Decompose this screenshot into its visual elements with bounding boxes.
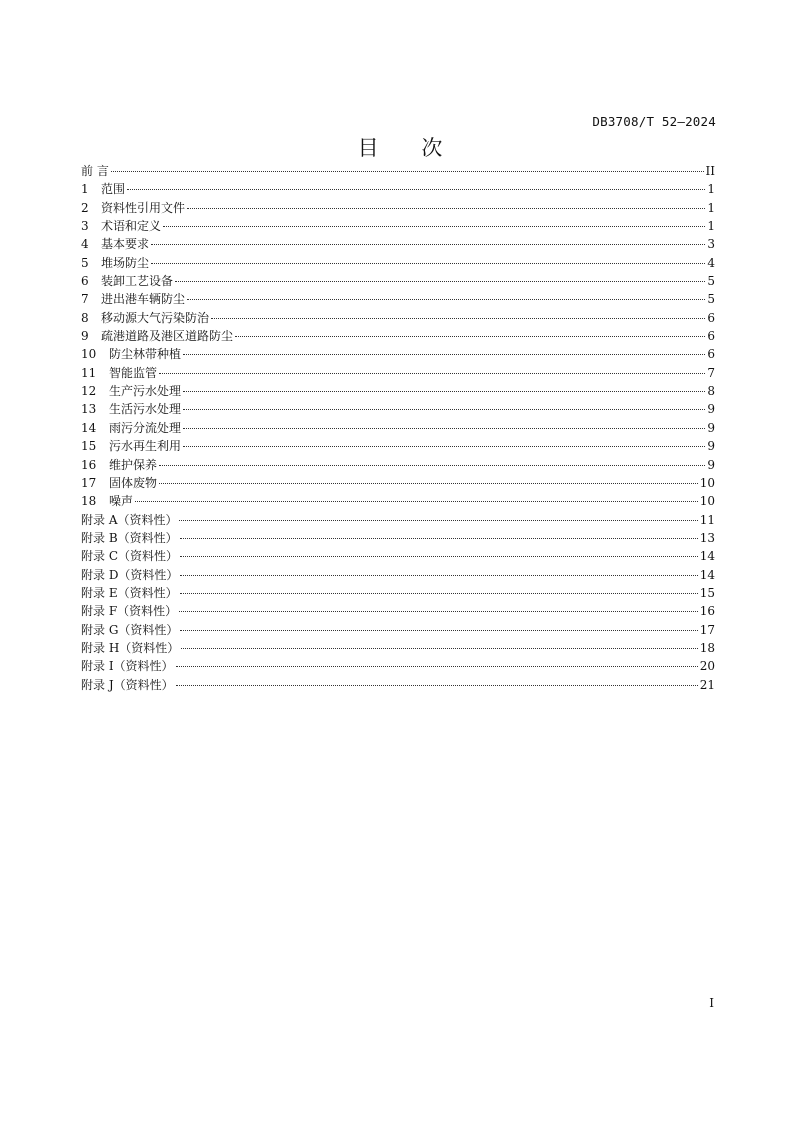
toc-entry-page: 3 [707,237,715,252]
toc-entry-number: 13 [81,402,97,417]
toc-entry-page: 6 [707,347,715,362]
toc-entry-label: 疏港道路及港区道路防尘 [101,329,234,344]
toc-entry-page: 5 [707,274,715,289]
toc-entry-page: 1 [707,219,715,234]
toc-entry[interactable] [81,602,715,620]
toc-entry[interactable] [81,547,715,565]
toc-entry-label: 污水再生利用 [109,439,182,454]
toc-entry-page: 21 [699,677,715,692]
toc-entry-page: 18 [699,640,715,655]
toc-dot-leader [180,555,698,557]
toc-entry-label: 附录 E（资料性） [81,585,178,600]
toc-entry-page: 14 [699,567,715,582]
toc-list [81,162,715,694]
toc-entry-number: 10 [81,347,97,362]
toc-entry-label: 维护保养 [109,457,158,472]
toc-entry[interactable] [81,639,715,657]
toc-entry-label: 固体废物 [109,475,158,490]
toc-entry[interactable] [81,180,715,198]
toc-dot-leader [179,610,698,612]
toc-entry[interactable] [81,199,715,217]
toc-dot-leader [151,243,705,245]
toc-dot-leader [135,500,698,502]
toc-entry-label: 附录 H（资料性） [81,640,180,655]
toc-entry[interactable] [81,419,715,437]
toc-entry-page: 6 [707,329,715,344]
toc-dot-leader [180,574,697,576]
document-code: DB3708/T 52—2024 [592,114,716,129]
toc-entry-number: 18 [81,494,97,509]
toc-entry[interactable] [81,272,715,290]
toc-dot-leader [111,170,704,172]
toc-entry-page: 5 [707,292,715,307]
toc-dot-leader [176,684,698,686]
toc-entry[interactable] [81,566,715,584]
toc-dot-leader [159,372,705,374]
toc-entry-page: 8 [707,384,715,399]
toc-entry[interactable] [81,511,715,529]
toc-entry-number: 14 [81,420,97,435]
toc-entry-number: 12 [81,384,97,399]
toc-entry-label: 防尘林带种植 [109,347,182,362]
toc-entry-label: 基本要求 [101,237,150,252]
toc-entry-number: 6 [81,274,89,289]
toc-entry-label: 附录 J（资料性） [81,677,174,692]
toc-entry[interactable] [81,437,715,455]
toc-dot-leader [179,519,697,521]
toc-entry-label: 装卸工艺设备 [101,274,174,289]
toc-entry-label: 附录 F（资料性） [81,604,178,619]
toc-dot-leader [176,665,698,667]
toc-entry-label: 移动源大气污染防治 [101,310,210,325]
toc-entry-label: 噪声 [109,494,134,509]
toc-entry-number: 15 [81,439,97,454]
toc-dot-leader [235,335,705,337]
toc-entry[interactable] [81,400,715,418]
toc-entry-page: 16 [699,604,715,619]
toc-dot-leader [180,629,697,631]
toc-dot-leader [183,445,705,447]
toc-entry[interactable] [81,456,715,474]
toc-entry-page: 4 [707,255,715,270]
toc-dot-leader [183,390,705,392]
toc-dot-leader [163,225,705,227]
toc-entry[interactable] [81,382,715,400]
toc-entry-label: 堆场防尘 [101,255,150,270]
toc-dot-leader [181,647,697,649]
toc-entry-number: 1 [81,182,89,197]
toc-entry-number: 5 [81,255,89,270]
toc-dot-leader [127,188,705,190]
toc-dot-leader [183,408,705,410]
toc-entry-number: 2 [81,200,89,215]
toc-entry-page: 13 [699,530,715,545]
toc-entry[interactable] [81,676,715,694]
toc-entry-page: II [705,164,715,178]
toc-entry[interactable] [81,327,715,345]
toc-dot-leader [151,262,705,264]
toc-entry[interactable] [81,584,715,602]
toc-dot-leader [187,207,705,209]
toc-entry-label: 附录 G（资料性） [81,622,179,637]
toc-title: 目 次 [357,136,461,160]
toc-entry[interactable] [81,254,715,272]
toc-entry-label: 术语和定义 [101,219,162,234]
toc-entry-label: 生产污水处理 [109,384,182,399]
toc-entry-label: 前 言 [81,164,109,178]
toc-entry-page: 11 [699,512,715,527]
toc-entry-page: 10 [699,475,715,490]
toc-entry[interactable] [81,621,715,639]
toc-entry-label: 附录 B（资料性） [81,530,178,545]
toc-dot-leader [187,298,705,300]
toc-entry-number: 17 [81,475,97,490]
toc-entry-page: 9 [707,420,715,435]
toc-entry[interactable] [81,309,715,327]
toc-entry-page: 15 [699,585,715,600]
toc-entry-page: 17 [699,622,715,637]
toc-dot-leader [159,482,698,484]
toc-entry-label: 智能监管 [109,365,158,380]
toc-entry[interactable] [81,364,715,382]
toc-entry-number: 8 [81,310,89,325]
toc-entry-label: 附录 D（资料性） [81,567,179,582]
toc-entry[interactable] [81,492,715,510]
toc-dot-leader [211,317,705,319]
toc-entry[interactable] [81,235,715,253]
toc-entry-page: 9 [707,439,715,454]
toc-entry-page: 10 [699,494,715,509]
toc-entry-page: 14 [699,549,715,564]
toc-entry-number: 4 [81,237,89,252]
toc-entry-label: 附录 I（资料性） [81,659,174,674]
toc-entry-number: 9 [81,329,89,344]
toc-entry-page: 1 [707,182,715,197]
toc-dot-leader [180,537,698,539]
toc-entry-label: 附录 C（资料性） [81,549,178,564]
toc-entry[interactable] [81,290,715,308]
toc-entry-page: 20 [699,659,715,674]
toc-entry-label: 附录 A（资料性） [81,512,178,527]
toc-entry-number: 7 [81,292,89,307]
toc-entry[interactable] [81,162,715,180]
toc-entry[interactable] [81,474,715,492]
toc-entry[interactable] [81,345,715,363]
toc-entry-label: 进出港车辆防尘 [101,292,186,307]
toc-entry-number: 3 [81,219,89,234]
toc-entry-page: 9 [707,402,715,417]
toc-entry-page: 9 [707,457,715,472]
toc-entry-page: 1 [707,200,715,215]
toc-entry-label: 生活污水处理 [109,402,182,417]
toc-dot-leader [180,592,698,594]
toc-entry[interactable] [81,217,715,235]
toc-dot-leader [183,353,705,355]
toc-entry-number: 11 [81,365,97,380]
toc-entry-page: 6 [707,310,715,325]
toc-entry-page: 7 [707,365,715,380]
toc-entry[interactable] [81,529,715,547]
toc-dot-leader [159,464,705,466]
page-number: I [709,996,714,1010]
toc-entry-number: 16 [81,457,97,472]
toc-entry-label: 资料性引用文件 [101,200,186,215]
toc-dot-leader [183,427,705,429]
toc-entry-label: 雨污分流处理 [109,420,182,435]
toc-entry[interactable] [81,657,715,675]
toc-entry-label: 范围 [101,182,126,197]
toc-dot-leader [175,280,705,282]
